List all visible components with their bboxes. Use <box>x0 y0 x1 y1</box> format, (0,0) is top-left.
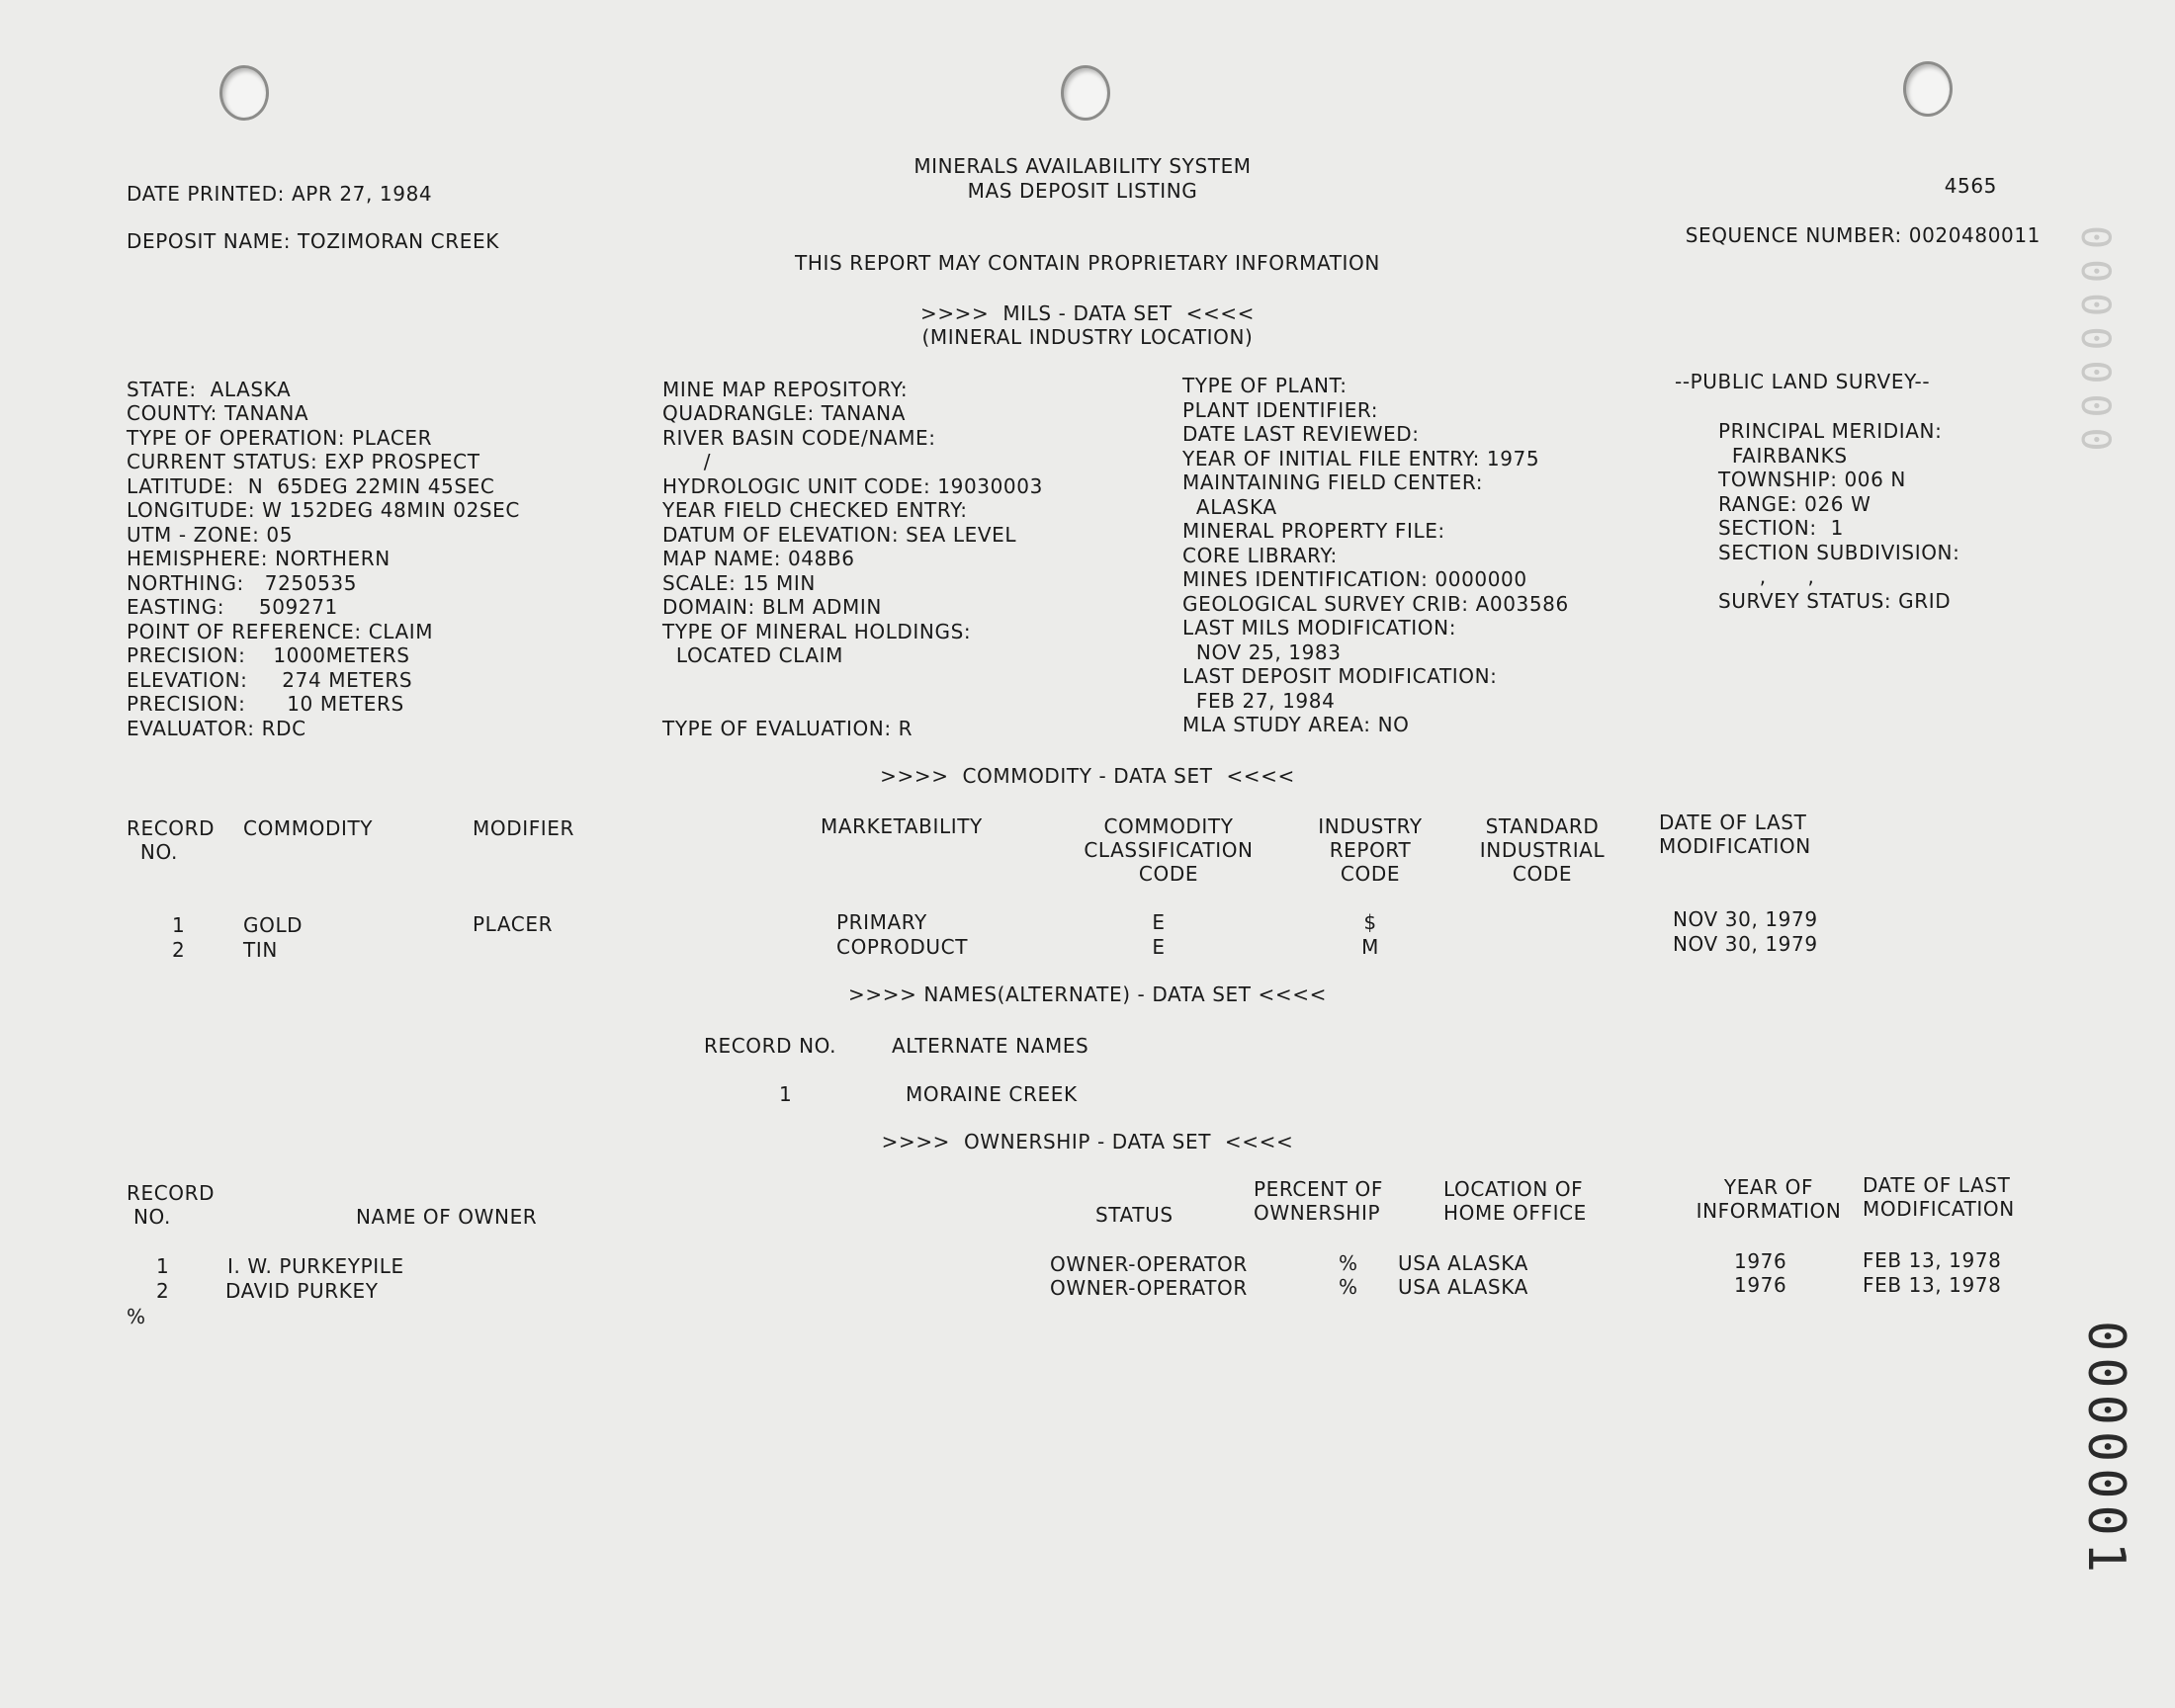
owner-name: I. W. PURKEYPILE <box>227 1254 404 1278</box>
owner-name: DAVID PURKEY <box>225 1279 379 1303</box>
ownership-header-record: RECORD NO. <box>127 1181 216 1229</box>
names-section-title: >>>> NAMES(ALTERNATE) - DATA SET <<<< <box>848 982 1327 1006</box>
deposit-name: DEPOSIT NAME: TOZIMORAN CREEK <box>127 229 499 253</box>
commodity-date: NOV 30, 1979 <box>1673 932 1818 956</box>
mils-field: EASTING: 509271 <box>127 595 338 619</box>
mils-field: TYPE OF EVALUATION: R <box>662 717 914 740</box>
system-title: MINERALS AVAILABILITY SYSTEM <box>914 154 1252 178</box>
mils-field: EVALUATOR: RDC <box>127 717 306 740</box>
mils-field: CORE LIBRARY: <box>1182 544 1338 567</box>
ownership-header-location: LOCATION OF HOME OFFICE <box>1443 1177 1587 1225</box>
names-header-alternate: ALTERNATE NAMES <box>892 1034 1089 1058</box>
land-survey-field: PRINCIPAL MERIDIAN: <box>1718 419 1943 443</box>
owner-status: OWNER-OPERATOR <box>1050 1252 1248 1276</box>
owner-date: FEB 13, 1978 <box>1863 1273 2002 1297</box>
commodity-section-title: >>>> COMMODITY - DATA SET <<<< <box>880 764 1295 788</box>
commodity-date: NOV 30, 1979 <box>1673 907 1818 931</box>
owner-date: FEB 13, 1978 <box>1863 1248 2002 1272</box>
mils-field: STATE: ALASKA <box>127 378 292 401</box>
mils-field: POINT OF REFERENCE: CLAIM <box>127 620 434 643</box>
mils-field: LOCATED CLAIM <box>662 643 843 667</box>
mils-field: MAP NAME: 048B6 <box>662 547 855 570</box>
mils-field: FEB 27, 1984 <box>1182 689 1336 713</box>
names-header-record: RECORD NO. <box>704 1034 837 1058</box>
commodity-header-standard: STANDARD INDUSTRIAL CODE <box>1479 814 1606 886</box>
mils-field: PLANT IDENTIFIER: <box>1182 398 1379 422</box>
commodity-header-record: RECORD NO. <box>127 816 216 864</box>
mils-field: MLA STUDY AREA: NO <box>1182 713 1410 736</box>
mils-field: NORTHING: 7250535 <box>127 571 358 595</box>
mils-field: MINERAL PROPERTY FILE: <box>1182 519 1445 543</box>
commodity-header-classification: COMMODITY CLASSIFICATION CODE <box>1084 814 1254 886</box>
owner-percent: % <box>1339 1251 1358 1275</box>
owner-year: 1976 <box>1734 1249 1787 1273</box>
mils-field: LAST MILS MODIFICATION: <box>1182 616 1457 640</box>
commodity-header-industry: INDUSTRY REPORT CODE <box>1318 814 1423 886</box>
commodity-name: GOLD <box>243 913 304 937</box>
ownership-header-year: YEAR OF INFORMATION <box>1696 1175 1842 1223</box>
mils-field: LONGITUDE: W 152DEG 48MIN 02SEC <box>127 498 520 522</box>
mils-field: TYPE OF MINERAL HOLDINGS: <box>662 620 972 643</box>
land-survey-field: FAIRBANKS <box>1718 444 1848 468</box>
mils-field: TYPE OF PLANT: <box>1182 374 1348 397</box>
ownership-header-percent: PERCENT OF OWNERSHIP <box>1254 1177 1383 1225</box>
ownership-header-status: STATUS <box>1095 1203 1174 1227</box>
mils-field: HEMISPHERE: NORTHERN <box>127 547 391 570</box>
commodity-header-modifier: MODIFIER <box>473 816 575 840</box>
owner-status: OWNER-OPERATOR <box>1050 1276 1248 1300</box>
date-printed: DATE PRINTED: APR 27, 1984 <box>127 182 433 206</box>
mils-field: UTM - ZONE: 05 <box>127 523 294 547</box>
page-number: 4565 <box>1944 174 1997 198</box>
mils-field: PRECISION: 10 METERS <box>127 692 404 716</box>
proprietary-notice: THIS REPORT MAY CONTAIN PROPRIETARY INFORMATION <box>795 251 1380 275</box>
mils-field: GEOLOGICAL SURVEY CRIB: A003586 <box>1182 592 1569 616</box>
mils-field: COUNTY: TANANA <box>127 401 309 425</box>
mils-field: RIVER BASIN CODE/NAME: <box>662 426 936 450</box>
land-survey-field: TOWNSHIP: 006 N <box>1718 468 1906 491</box>
listing-title: MAS DEPOSIT LISTING <box>967 179 1198 203</box>
mils-field: TYPE OF OPERATION: PLACER <box>127 426 433 450</box>
mils-field: ALASKA <box>1182 495 1277 519</box>
commodity-marketability: PRIMARY <box>836 910 927 934</box>
commodity-classification: E <box>1152 935 1166 959</box>
land-survey-title: --PUBLIC LAND SURVEY-- <box>1675 370 1931 393</box>
mils-field: HYDROLOGIC UNIT CODE: 19030003 <box>662 474 1043 498</box>
mils-field: LATITUDE: N 65DEG 22MIN 45SEC <box>127 474 495 498</box>
commodity-header-date: DATE OF LAST MODIFICATION <box>1659 811 1811 858</box>
ownership-footer-mark: % <box>127 1305 146 1328</box>
owner-percent: % <box>1339 1275 1358 1299</box>
ownership-header-date: DATE OF LAST MODIFICATION <box>1863 1173 2015 1221</box>
ownership-record-no: 2 <box>156 1279 170 1303</box>
land-survey-field: SURVEY STATUS: GRID <box>1718 589 1952 613</box>
commodity-header-marketability: MARKETABILITY <box>821 814 983 838</box>
mils-field: CURRENT STATUS: EXP PROSPECT <box>127 450 480 473</box>
commodity-marketability: COPRODUCT <box>836 935 969 959</box>
mils-section-title: >>>> MILS - DATA SET <<<< <box>919 301 1256 325</box>
ownership-header-name: NAME OF OWNER <box>356 1205 538 1229</box>
mils-field: YEAR OF INITIAL FILE ENTRY: 1975 <box>1182 447 1540 470</box>
mils-field: MINE MAP REPOSITORY: <box>662 378 909 401</box>
punch-hole-right-icon <box>1903 61 1953 117</box>
commodity-name: TIN <box>243 938 278 962</box>
mils-field: PRECISION: 1000METERS <box>127 643 410 667</box>
mils-section-subtitle: (MINERAL INDUSTRY LOCATION) <box>921 325 1254 349</box>
owner-year: 1976 <box>1734 1273 1787 1297</box>
mils-field: NOV 25, 1983 <box>1182 640 1342 664</box>
alternate-name: MORAINE CREEK <box>906 1082 1078 1106</box>
commodity-record-no: 1 <box>172 913 186 937</box>
names-record-no: 1 <box>779 1082 793 1106</box>
mils-field: ELEVATION: 274 METERS <box>127 668 413 692</box>
mils-field: YEAR FIELD CHECKED ENTRY: <box>662 498 968 522</box>
land-survey-field: , , <box>1718 564 1815 588</box>
mils-field: QUADRANGLE: TANANA <box>662 401 906 425</box>
commodity-classification: E <box>1152 910 1166 934</box>
owner-location: USA ALASKA <box>1398 1251 1528 1275</box>
commodity-header-commodity: COMMODITY <box>243 816 374 840</box>
land-survey-field: RANGE: 026 W <box>1718 492 1871 516</box>
side-serial-stamp: 0000001 <box>2076 1321 2135 1580</box>
commodity-record-no: 2 <box>172 938 186 962</box>
mils-field: MINES IDENTIFICATION: 0000000 <box>1182 567 1527 591</box>
ownership-record-no: 1 <box>156 1254 170 1278</box>
owner-location: USA ALASKA <box>1398 1275 1528 1299</box>
commodity-industry: $ <box>1363 910 1377 934</box>
mils-field: / <box>662 450 712 473</box>
commodity-modifier: PLACER <box>473 912 554 936</box>
punch-hole-center-icon <box>1061 65 1110 121</box>
punch-hole-left-icon <box>219 65 269 121</box>
sequence-number: SEQUENCE NUMBER: 0020480011 <box>1685 223 2041 247</box>
mils-field: DATE LAST REVIEWED: <box>1182 422 1420 446</box>
mils-field: DATUM OF ELEVATION: SEA LEVEL <box>662 523 1017 547</box>
commodity-industry: M <box>1361 935 1379 959</box>
land-survey-field: SECTION SUBDIVISION: <box>1718 541 1960 564</box>
mils-field: SCALE: 15 MIN <box>662 571 816 595</box>
mils-field: LAST DEPOSIT MODIFICATION: <box>1182 664 1498 688</box>
mils-field: MAINTAINING FIELD CENTER: <box>1182 470 1484 494</box>
mils-field: DOMAIN: BLM ADMIN <box>662 595 882 619</box>
ownership-section-title: >>>> OWNERSHIP - DATA SET <<<< <box>881 1130 1294 1153</box>
faint-side-stamp: 0000000 <box>2072 225 2118 462</box>
land-survey-field: SECTION: 1 <box>1718 516 1844 540</box>
